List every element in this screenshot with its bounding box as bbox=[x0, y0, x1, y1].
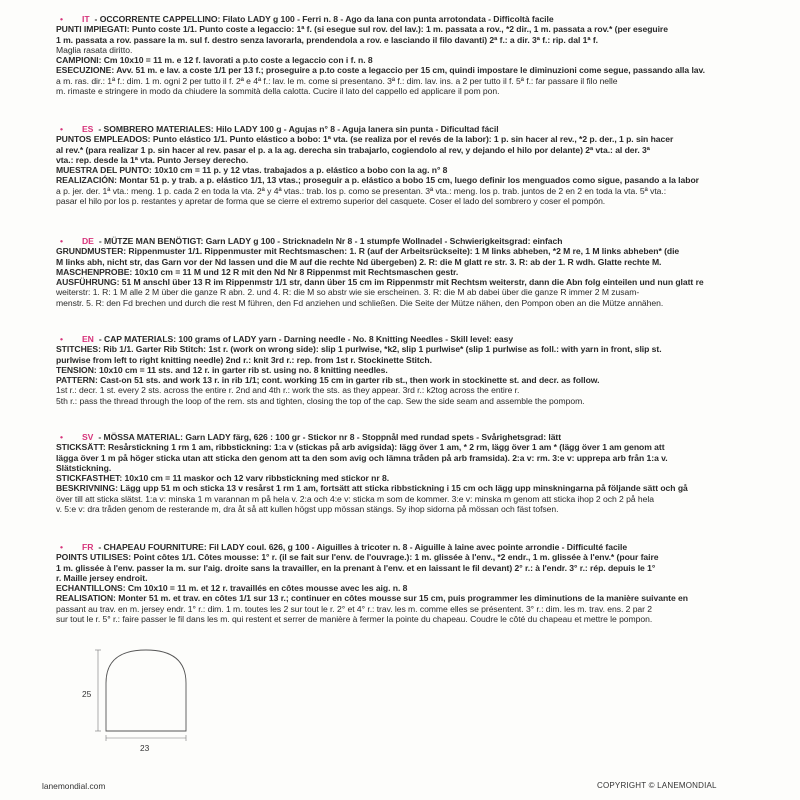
section-title: - MÜTZE MAN BENÖTIGT: Garn LADY g 100 - Stricknadeln Nr 8 - 1 stumpfe Wollnadel - Schwierigkeitsgrad: einfach bbox=[98, 236, 563, 246]
instruction-line: Maglia rasata diritto. bbox=[56, 44, 133, 55]
bullet-icon: • bbox=[60, 334, 63, 344]
language-code: ES bbox=[82, 124, 94, 134]
website-link[interactable]: lanemondial.com bbox=[42, 781, 106, 791]
section-title: - OCCORRENTE CAPPELLINO: Filato LADY g 100 - Ferri n. 8 - Ago da lana con punta arrotondata - Difficoltà facile bbox=[94, 14, 554, 24]
instruction-line: ECHANTILLONS: Cm 10x10 = 11 m. et 12 r. travaillés en côtes mousse avec les aig. n. 8 bbox=[56, 583, 408, 594]
instruction-line: STICKSÄTT: Resårstickning 1 rm 1 am, ribbstickning: 1:a v (stickas på arb avigsida): lägg över 1 am, * 2 rm, lägg över 1 am * (lägg över 1 am genom att bbox=[56, 442, 665, 453]
section-title: - CAP MATERIALS: 100 grams of LADY yarn - Darning needle - No. 8 Knitting Needles - Skill level: easy bbox=[98, 334, 514, 344]
instruction-line: weiterstr: 1. R: 1 M alle 2 M über die ganze R abn. 2. und 4. R: die M so abstr wie sie erscheinen. 3. R: die M ab dabei über die ganze R immer 2 M zusam- bbox=[56, 287, 640, 298]
instruction-line: lägga över 1 m på höger sticka utan att sticka den genom att ta den som avig och lämna tråden på arb framsida). 2:a v: rm. 3:e v: upprepa arb från 1:a v. bbox=[56, 452, 668, 463]
section-fr bbox=[56, 542, 768, 624]
instruction-line: sur tout le r. 5° r.: faire passer le fil dans les m. qui restent et serrer de manière à fermer la pointe du chapeau. Coudre le côté du chapeau et mettre le pompon. bbox=[56, 614, 653, 625]
bullet-icon: • bbox=[60, 14, 63, 24]
instruction-line: 1st r.: decr. 1 st. every 2 sts. across the entire r. 2nd and 4th r.: work the sts. as they appear. 3rd r.: k2tog across the entire r. bbox=[56, 385, 520, 396]
instruction-line: BESKRIVNING: Lägg upp 51 m och sticka 13 v resårst 1 rm 1 am, fortsätt att sticka ribbstickning i 15 cm och lägg upp minskningarna på följande sätt och gå bbox=[56, 483, 688, 494]
hat-outline bbox=[106, 650, 186, 731]
bullet-icon: • bbox=[60, 124, 63, 134]
section-sv bbox=[56, 432, 768, 514]
instruction-line: al rev.* (para realizar 1 p. sin hacer al rev. pasar el p. a la ag. derecha sin trabajarlo, cogiendolo al rev, y dejando el hilo por delante) 2ª vta.: al der. 3ª bbox=[56, 144, 650, 155]
instruction-line: a m. ras. dir.: 1ª f.: dim. 1 m. ogni 2 per tutto il f. 2ª e 4ª f.: lav. le m. come si presentano. 3ª f.: dim. lav. ins. a 2 per tutto il f. 5ª f.: far passare il filo nelle bbox=[56, 75, 618, 86]
instruction-line: MUESTRA DEL PUNTO: 10x10 cm = 11 p. y 12 vtas. trabajados a p. elástico a bobo con la ag. n° 8 bbox=[56, 165, 448, 176]
copyright-notice: COPYRIGHT © LANEMONDIAL bbox=[597, 781, 717, 790]
section-de bbox=[56, 236, 768, 308]
instruction-line: Slätstickning. bbox=[56, 462, 112, 473]
section-title: - MÖSSA MATERIAL: Garn LADY färg, 626 : 100 gr - Stickor nr 8 - Stoppnål med rundad spets - Svårighetsgrad: lätt bbox=[98, 432, 562, 442]
language-code: DE bbox=[82, 236, 94, 246]
instruction-line: 5th r.: pass the thread through the loop of the rem. sts and tighten, closing the top of the cap. Sew the side seam and assemble the pompom. bbox=[56, 395, 585, 406]
section-it bbox=[56, 14, 768, 96]
language-code: EN bbox=[82, 334, 94, 344]
section-en bbox=[56, 334, 768, 406]
width-label: 23 bbox=[140, 743, 150, 753]
instruction-line: pasar el hilo por los p. restantes y apretar de forma que se cierre el extremo superior del casquete. Coser el lado del sombrero y coser el pompón. bbox=[56, 196, 606, 207]
instruction-line: 1 m. glissée à l'env. passer la m. sur l'aig. droite sans la travailler, en la prenant à l'env. et en laissant le fil devant) 2° r.: à l'endr. 3° r.: rép. depuis le 1° bbox=[56, 562, 656, 573]
language-code: FR bbox=[82, 542, 94, 552]
instruction-line: PUNTI IMPIEGATI: Punto coste 1/1. Punto coste a legaccio: 1ª f. (si esegue sul rov. del lav.): 1 m. passata a rov., *2 dir., 1 m. passata a rov.* (per eseguire bbox=[56, 24, 668, 35]
section-header bbox=[56, 236, 768, 246]
instruction-line: menstr. 5. R: den Fd brechen und durch die rest M führen, den Fd anziehen und schließen. Die Seite der Mütze nähen, den Pompon oben an die Mütze annähen. bbox=[56, 297, 664, 308]
instruction-line: 1 m. passata a rov. passare la m. sul f. destro senza lavorarla, prendendola a rov. e lasciando il filo davanti) 2ª f.: a dir. 3ª f.: rip. dal 1ª f. bbox=[56, 34, 598, 45]
instruction-line: ESECUZIONE: Avv. 51 m. e lav. a coste 1/1 per 13 f.; proseguire a p.to coste a legaccio per 15 cm, quindi impostare le diminuzioni come segue, passando alla lav. bbox=[56, 65, 705, 76]
bullet-icon: • bbox=[60, 542, 63, 552]
instruction-line: PATTERN: Cast-on 51 sts. and work 13 r. in rib 1/1; cont. working 15 cm in garter rib st., then work in stockinette st. and decr. as follow. bbox=[56, 375, 600, 386]
instruction-line: över till att sticka slätst. 1:a v: minska 1 m varannan m på hela v. 2:a och 4:e v: sticka m som de kommer. 3:e v: minska m genom att sticka ihop 2 och 2 på hela bbox=[56, 493, 654, 504]
section-header bbox=[56, 432, 768, 442]
instruction-line: STICKFASTHET: 10x10 cm = 11 maskor och 12 varv ribbstickning med stickor nr 8. bbox=[56, 473, 390, 484]
instruction-line: GRUNDMUSTER: Rippenmuster 1/1. Rippenmuster mit Rechtsmaschen: 1. R (auf der Arbeitsrückseite): 1 M links abheben, *2 M re, 1 M links abheben* (die bbox=[56, 246, 680, 257]
section-header bbox=[56, 14, 768, 24]
instruction-line: CAMPIONI: Cm 10x10 = 11 m. e 12 f. lavorati a p.to coste a legaccio con i f. n. 8 bbox=[56, 55, 373, 66]
instruction-line: purlwise from left to right knitting needle) 2nd r.: knit 3rd r.: rep. from 1st r. Stockinette Stitch. bbox=[56, 354, 432, 365]
section-title: - CHAPEAU FOURNITURE: Fil LADY coul. 626, g 100 - Aiguilles à tricoter n. 8 - Aiguille à laine avec pointe arrondie - Difficulté facile bbox=[98, 542, 628, 552]
bullet-icon: • bbox=[60, 236, 63, 246]
instruction-line: MASCHENPROBE: 10x10 cm = 11 M und 12 R mit den Nd Nr 8 Rippenmst mit Rechtsmaschen gestr. bbox=[56, 266, 459, 277]
height-label: 25 bbox=[82, 689, 92, 699]
instruction-line: vta.: rep. desde la 1ª vta. Punto Jersey derecho. bbox=[56, 154, 249, 165]
instruction-line: STITCHES: Rib 1/1. Garter Rib Stitch: 1st r. (work on wrong side): slip 1 purlwise, *k2, slip 1 purlwise* (slip 1 purlwise as foll.: with yarn in front, slip st. bbox=[56, 344, 662, 355]
instruction-line: v. 5:e v: dra tråden genom de resterande m, dra åt så att kullen högst upp mössan stängs. Sy ihop sidorna på mössan och fäst tofsen. bbox=[56, 504, 559, 515]
instruction-line: REALISATION: Monter 51 m. et trav. en côtes 1/1 sur 13 r.; continuer en côtes mousse sur 15 cm, puis programmer les diminutions de la manière suivante en bbox=[56, 593, 688, 604]
instruction-line: TENSION: 10x10 cm = 11 sts. and 12 r. in garter rib st. using no. 8 knitting needles. bbox=[56, 364, 388, 375]
instruction-line: a p. jer. der. 1ª vta.: meng. 1 p. cada 2 en toda la vta. 2ª y 4ª vtas.: trab. los p. como se presentan. 3ª vta.: meng. los p. trab. juntos de 2 en 2 en toda la vta. 5ª vta.: bbox=[56, 185, 667, 196]
hat-diagram bbox=[76, 645, 216, 755]
section-header bbox=[56, 542, 768, 552]
instruction-line: REALIZACIÓN: Montar 51 p. y trab. a p. elástico 1/1, 13 vtas.; proseguir a p. elástico a bobo 15 cm, luego definir los menguados como sigue, pasando a la labor bbox=[56, 175, 699, 186]
instruction-line: r. Maille jersey endroit. bbox=[56, 572, 148, 583]
bullet-icon: • bbox=[60, 432, 63, 442]
instruction-line: passant au trav. en m. jersey endr. 1° r.: dim. 1 m. toutes les 2 sur tout le r. 2° et 4° r.: trav. les m. comme elles se présentent. 3° r.: dim. les m. trav. ens. 2 par 2 bbox=[56, 603, 653, 614]
section-header bbox=[56, 124, 768, 134]
hat-shape-diagram bbox=[76, 645, 216, 755]
instruction-line: PUNTOS EMPLEADOS: Punto elástico 1/1. Punto elástico a bobo: 1ª vta. (se realiza por el revés de la labor): 1 p. sin hacer al rev., *2 p. der., 1 p. sin hacer bbox=[56, 134, 674, 145]
section-title: - SOMBRERO MATERIALES: Hilo LADY 100 g - Agujas n° 8 - Aguja lanera sin punta - Dificultad fácil bbox=[98, 124, 499, 134]
instruction-line: M links abh, nicht str, das Garn vor der Nd lassen und die M auf die rechte Nd übergeben) 2. R: die M glatt re str. 3. R: ab der 1. R wdh. Glatte rechte M. bbox=[56, 256, 662, 267]
instruction-line: AUSFÜHRUNG: 51 M anschl über 13 R im Rippenmstr 1/1 str, dann über 15 cm im Rippenmstr mit Rechtsm weiterstr, dann die Abn folg einteilen und nun glatt re bbox=[56, 277, 704, 288]
instruction-line: POINTS UTILISES: Point côtes 1/1. Côtes mousse: 1° r. (il se fait sur l'env. de l'ouvrage.): 1 m. glissée à l'env., *2 endr., 1 m. glissée à l'env.* (pour faire bbox=[56, 552, 659, 563]
instruction-line: m. rimaste e stringere in modo da chiudere la sommità della calotta. Cucire il lato del cappello ed applicare il pom pon. bbox=[56, 86, 500, 97]
language-code: SV bbox=[82, 432, 94, 442]
section-header bbox=[56, 334, 768, 344]
section-es bbox=[56, 124, 768, 206]
language-code: IT bbox=[82, 14, 90, 24]
